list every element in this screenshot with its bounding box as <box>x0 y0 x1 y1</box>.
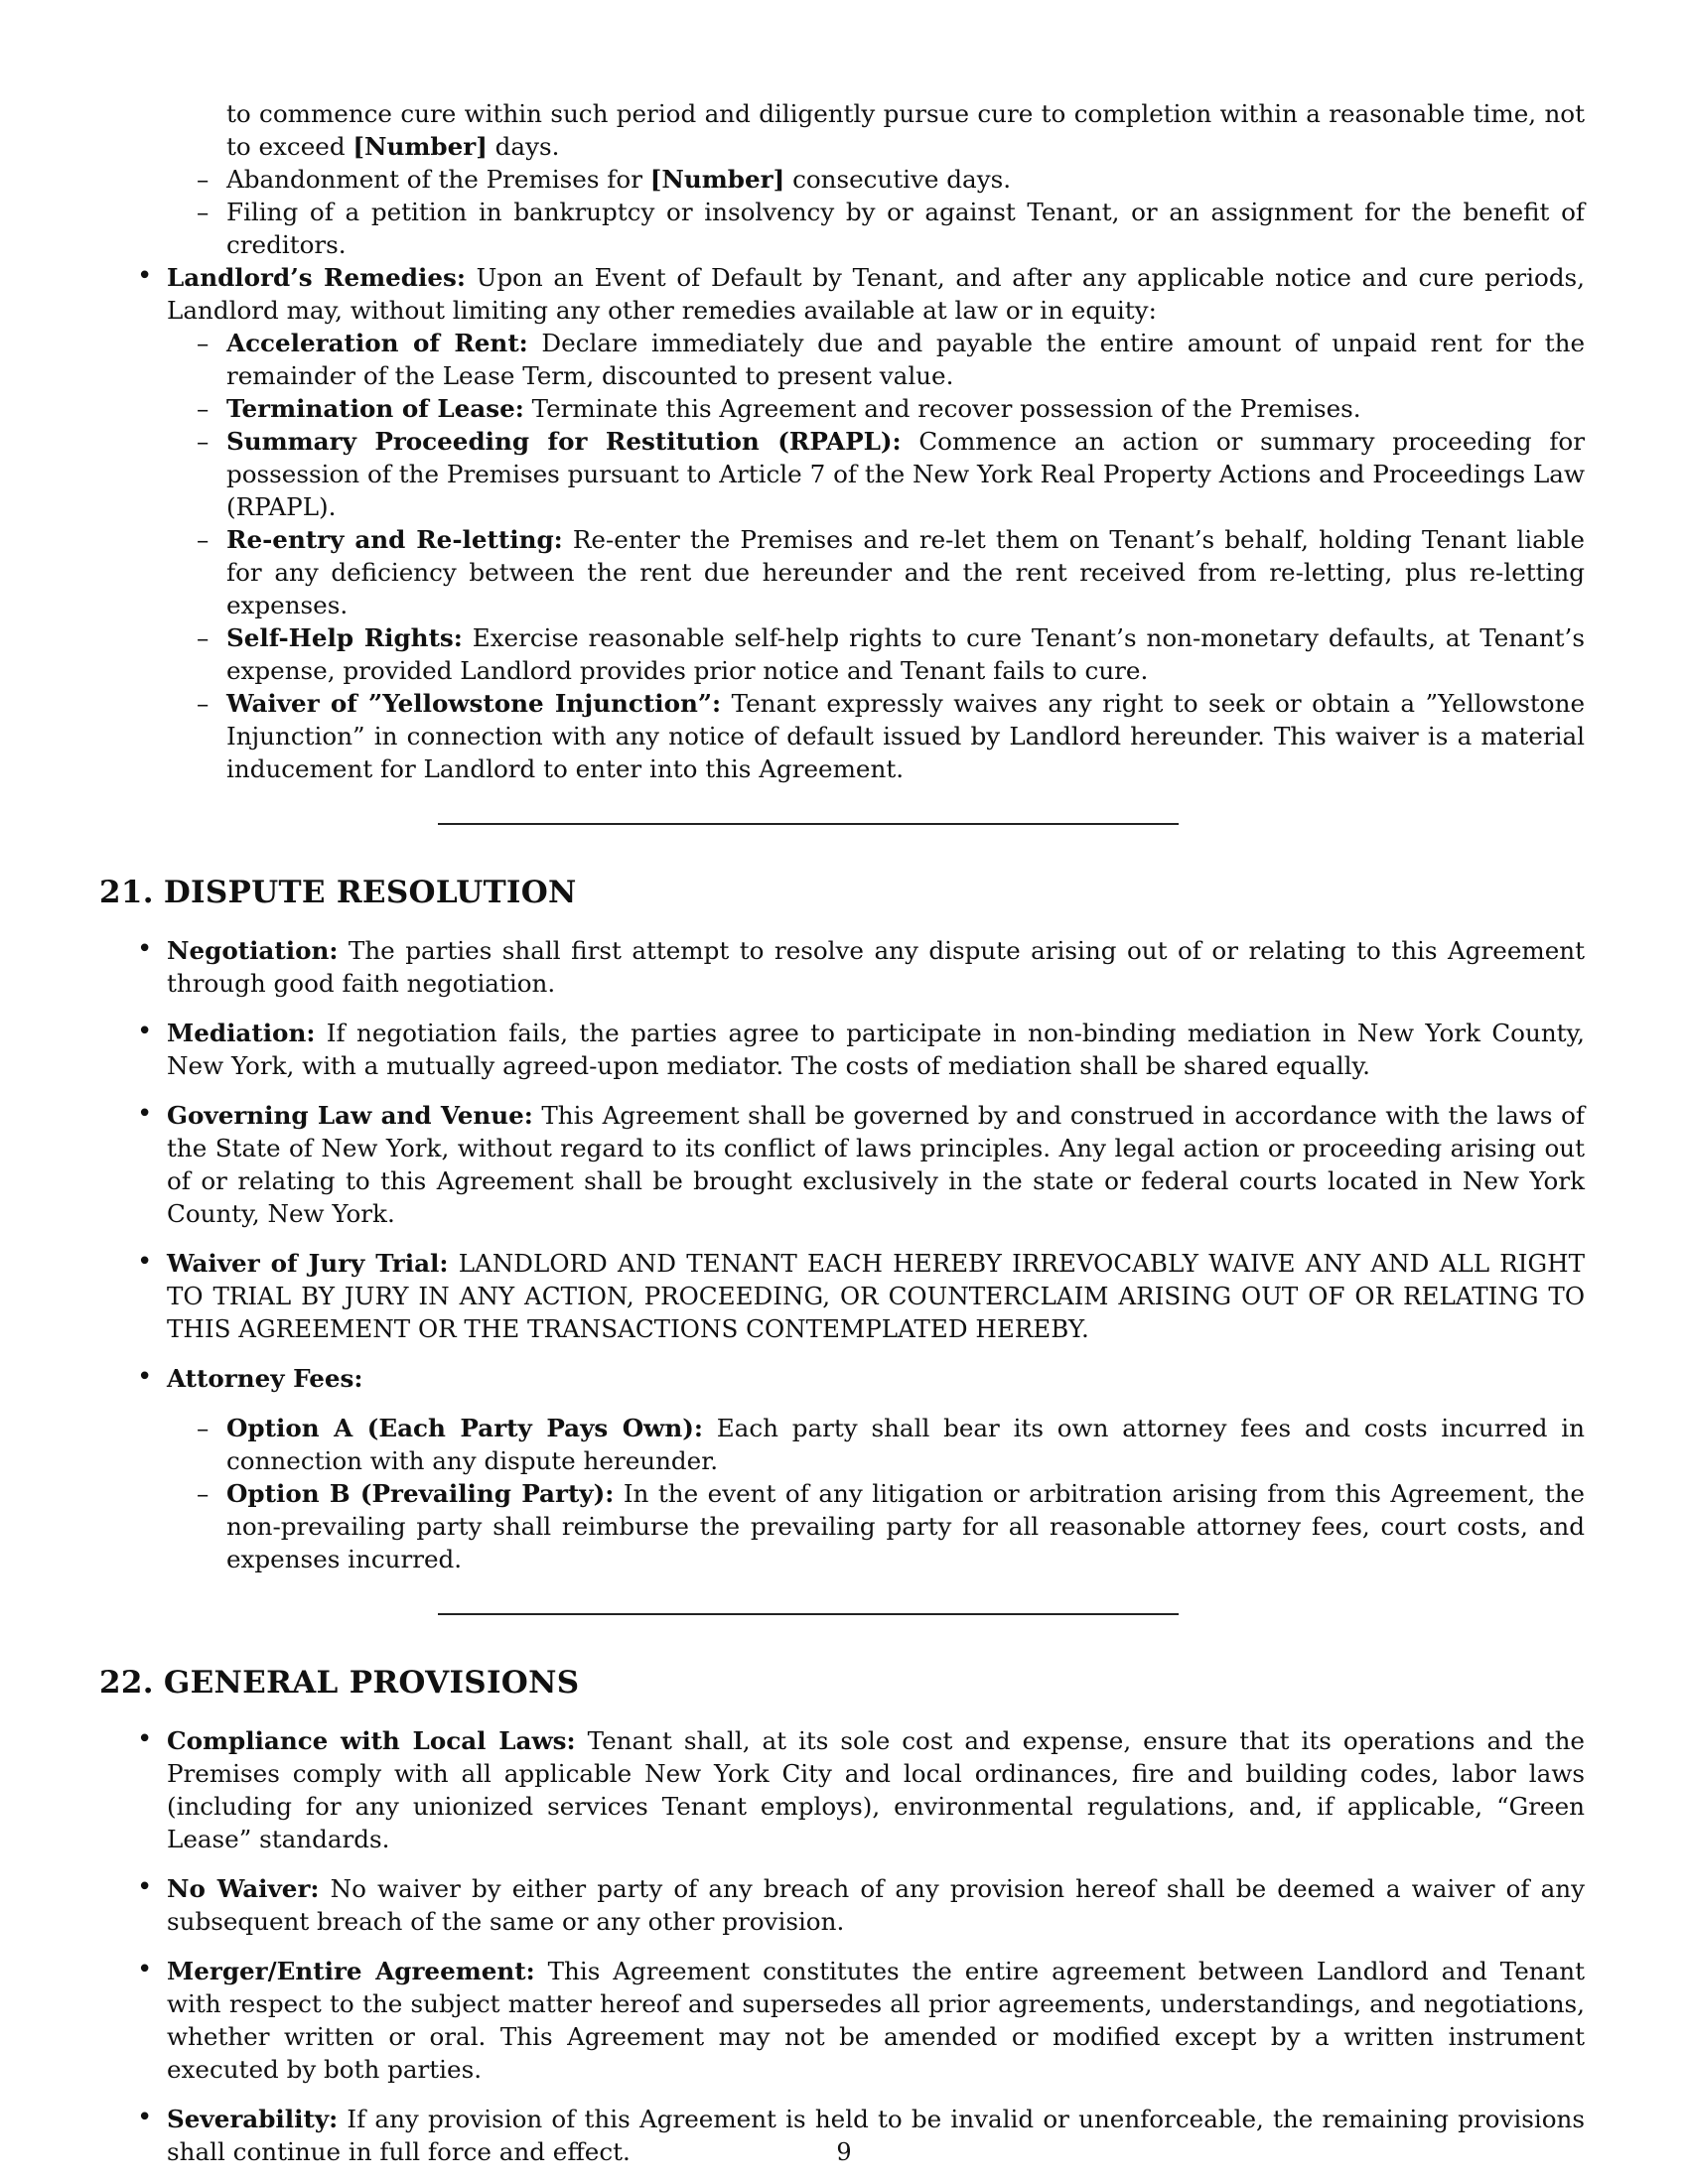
list-item: • Merger/Entire Agreement: This Agreement constitutes the entire agreement between Landlord and Tenant with respect to the subject matter hereof and supersedes all prior agreements, understandings, and negotiations, whether written or oral. This Agreement may not be amended or modified except by a written instrument executed by both parties. <box>137 1955 1585 2084</box>
page-number: 9 <box>836 2138 852 2166</box>
default-cure-continuation: to commence cure within such period and diligently pursue cure to completion within a reasonable time, not to exceed [Number] days. <box>226 99 1585 161</box>
remedy-item: – Summary Proceeding for Restitution (RPAPL): Commence an action or summary proceeding for possession of the Premises pursuant to Article 7 of the New York Real Property Actions and Proceedings Law (RPAPL). <box>197 427 1585 521</box>
list-item: • Waiver of Jury Trial: LANDLORD AND TENANT EACH HEREBY IRREVOCABLY WAIVE ANY AND ALL RIGHT TO TRIAL BY JURY IN ANY ACTION, PROCEEDING, OR COUNTERCLAIM ARISING OUT OF OR RELATING TO THIS AGREEMENT OR THE TRANSACTIONS CONTEMPLATED HEREBY. <box>137 1247 1585 1343</box>
list-item: • Governing Law and Venue: This Agreement shall be governed by and construed in accordance with the laws of the State of New York, without regard to its conflict of laws principles. Any legal action or proceeding arising out of or relating to this Agreement shall be brought exclusively in the state or federal courts located in New York County, New York. <box>137 1099 1585 1228</box>
list-item: • No Waiver: No waiver by either party of any breach of any provision hereof shall be deemed a waiver of any subsequent breach of the same or any other provision. <box>137 1872 1585 1936</box>
list-item: • Mediation: If negotiation fails, the parties agree to participate in non-binding mediation in New York County, New York, with a mutually agreed-upon mediator. The costs of mediation shall be shared equally. <box>137 1017 1585 1080</box>
bullet-marker: • <box>137 1724 153 1754</box>
dash-marker: – <box>197 623 210 652</box>
dash-marker: – <box>197 1479 210 1508</box>
section-divider <box>438 823 1179 825</box>
number-placeholder: [Number] <box>649 165 785 194</box>
list-item: • Severability: If any provision of this Agreement is held to be invalid or unenforceable, the remaining provisions shall continue in full force and effect. <box>137 2103 1585 2166</box>
dash-marker: – <box>197 525 210 554</box>
list-item: – Abandonment of the Premises for [Number] consecutive days. <box>197 165 1012 194</box>
section-heading-22: 22. GENERAL PROVISIONS <box>99 1665 580 1701</box>
section-divider <box>438 1613 1179 1615</box>
bullet-marker: • <box>137 1872 153 1902</box>
attorney-fee-option: – Option B (Prevailing Party): In the event of any litigation or arbitration arising from this Agreement, the non-prevailing party shall reimburse the prevailing party for all reasonable attorney fees, court costs, and expenses incurred. <box>197 1479 1585 1573</box>
section-heading-21: 21. DISPUTE RESOLUTION <box>99 875 577 910</box>
list-item: • Negotiation: The parties shall first attempt to resolve any dispute arising out of or relating to this Agreement through good faith negotiation. <box>137 934 1585 998</box>
remedy-item: – Self-Help Rights: Exercise reasonable self-help rights to cure Tenant’s non-monetary defaults, at Tenant’s expense, provided Landlord provides prior notice and Tenant fails to cure. <box>197 623 1585 685</box>
dash-marker: – <box>197 689 210 718</box>
list-item: • Attorney Fees: <box>137 1362 363 1393</box>
bullet-marker: • <box>137 1955 153 1984</box>
dash-marker: – <box>197 329 210 357</box>
attorney-fee-option: – Option A (Each Party Pays Own): Each party shall bear its own attorney fees and costs incurred in connection with any dispute hereunder. <box>197 1414 1585 1475</box>
dash-marker: – <box>197 427 210 456</box>
remedy-item: – Re-entry and Re-letting: Re-enter the Premises and re-let them on Tenant’s behalf, holding Tenant liable for any deficiency between the rent due hereunder and the rent received from re-letting, plus re-letting expenses. <box>197 525 1585 619</box>
bullet-marker: • <box>137 1362 153 1392</box>
dash-marker: – <box>197 198 210 226</box>
remedy-item: – Termination of Lease: Terminate this Agreement and recover possession of the Premises. <box>197 394 1361 423</box>
page-content <box>99 97 1585 2168</box>
bullet-marker: • <box>137 1099 153 1129</box>
dash-marker: – <box>197 165 210 194</box>
dash-marker: – <box>197 1414 210 1442</box>
list-item: – Filing of a petition in bankruptcy or insolvency by or against Tenant, or an assignment for the benefit of creditors. <box>197 198 1585 259</box>
remedy-item: – Waiver of ”Yellowstone Injunction”: Tenant expressly waives any right to seek or obtain a ”Yellowstone Injunction” in connection with any notice of default issued by Landlord hereunder. This waiver is a material inducement for Landlord to enter into this Agreement. <box>197 689 1586 783</box>
landlord-remedies-item: • Landlord’s Remedies: Upon an Event of Default by Tenant, and after any applicable notice and cure periods, Landlord may, without limiting any other remedies available at law or in equity: <box>137 261 1585 325</box>
dash-marker: – <box>197 394 210 423</box>
bullet-marker: • <box>137 2103 153 2132</box>
number-placeholder: [Number] <box>352 132 488 161</box>
bullet-marker: • <box>137 1017 153 1046</box>
bullet-marker: • <box>137 1247 153 1277</box>
list-item: • Compliance with Local Laws: Tenant shall, at its sole cost and expense, ensure that its operations and the Premises comply with all applicable New York City and local ordinances, fire and building codes, labor laws (including for any unionized services Tenant employs), environmental regulations, and, if applicable, “Green Lease” standards. <box>137 1724 1585 1853</box>
remedy-item: – Acceleration of Rent: Declare immediately due and payable the entire amount of unpaid rent for the remainder of the Lease Term, discounted to present value. <box>197 329 1585 390</box>
bullet-marker: • <box>137 934 153 964</box>
bullet-marker: • <box>137 261 153 291</box>
